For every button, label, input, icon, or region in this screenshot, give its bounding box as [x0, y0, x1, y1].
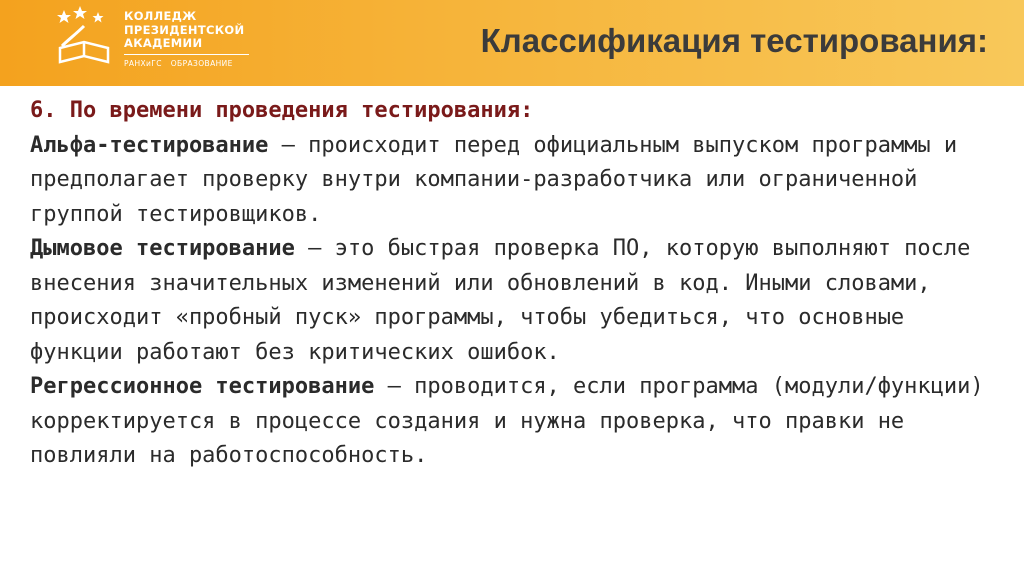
- logo-line: КОЛЛЕДЖ: [124, 9, 197, 23]
- paragraph-smoke: [30, 232, 1005, 370]
- logo-sub-right: ОБРАЗОВАНИЕ: [170, 59, 233, 68]
- college-logo: [54, 6, 264, 76]
- logo-line: ПРЕЗИДЕНТСКОЙ: [124, 22, 245, 37]
- term-smoke: Дымовое тестирование: [30, 236, 295, 261]
- definition-regression: – проводится, если программа (модули/функции) корректируется в процессе создания и нужна проверка, что правки не повлияли на работоспособность.: [30, 374, 984, 468]
- page-title: Классификация тестирования:: [480, 22, 988, 59]
- slide-content: [30, 94, 1005, 474]
- term-regression: Регрессионное тестирование: [30, 374, 375, 399]
- paragraph-alpha: [30, 129, 1005, 233]
- logo-sub-left: РАНХиГС: [124, 59, 162, 68]
- definition-smoke: — это быстрая проверка ПО, которую выполняют после внесения значительных изменений или обновлений в код. Иными словами, происходит «пробный пуск» программы, чтобы убедиться, что основные функции работают без критических ошибок.: [30, 236, 971, 365]
- logo-line: АКАДЕМИИ: [124, 36, 203, 50]
- logo-divider: [124, 54, 249, 55]
- logo-subtitle: [124, 59, 233, 68]
- header-bar: [0, 0, 1024, 86]
- section-heading: 6. По времени проведения тестирования:: [30, 98, 534, 123]
- definition-alpha: — происходит перед официальным выпуском программы и предполагает проверку внутри компании-разработчика или ограниченной группой тестировщиков.: [30, 132, 958, 227]
- paragraph-regression: [30, 370, 1005, 474]
- term-alpha: Альфа-тестирование: [30, 132, 269, 158]
- book-stars-icon: [54, 6, 116, 68]
- logo-text: [124, 10, 244, 51]
